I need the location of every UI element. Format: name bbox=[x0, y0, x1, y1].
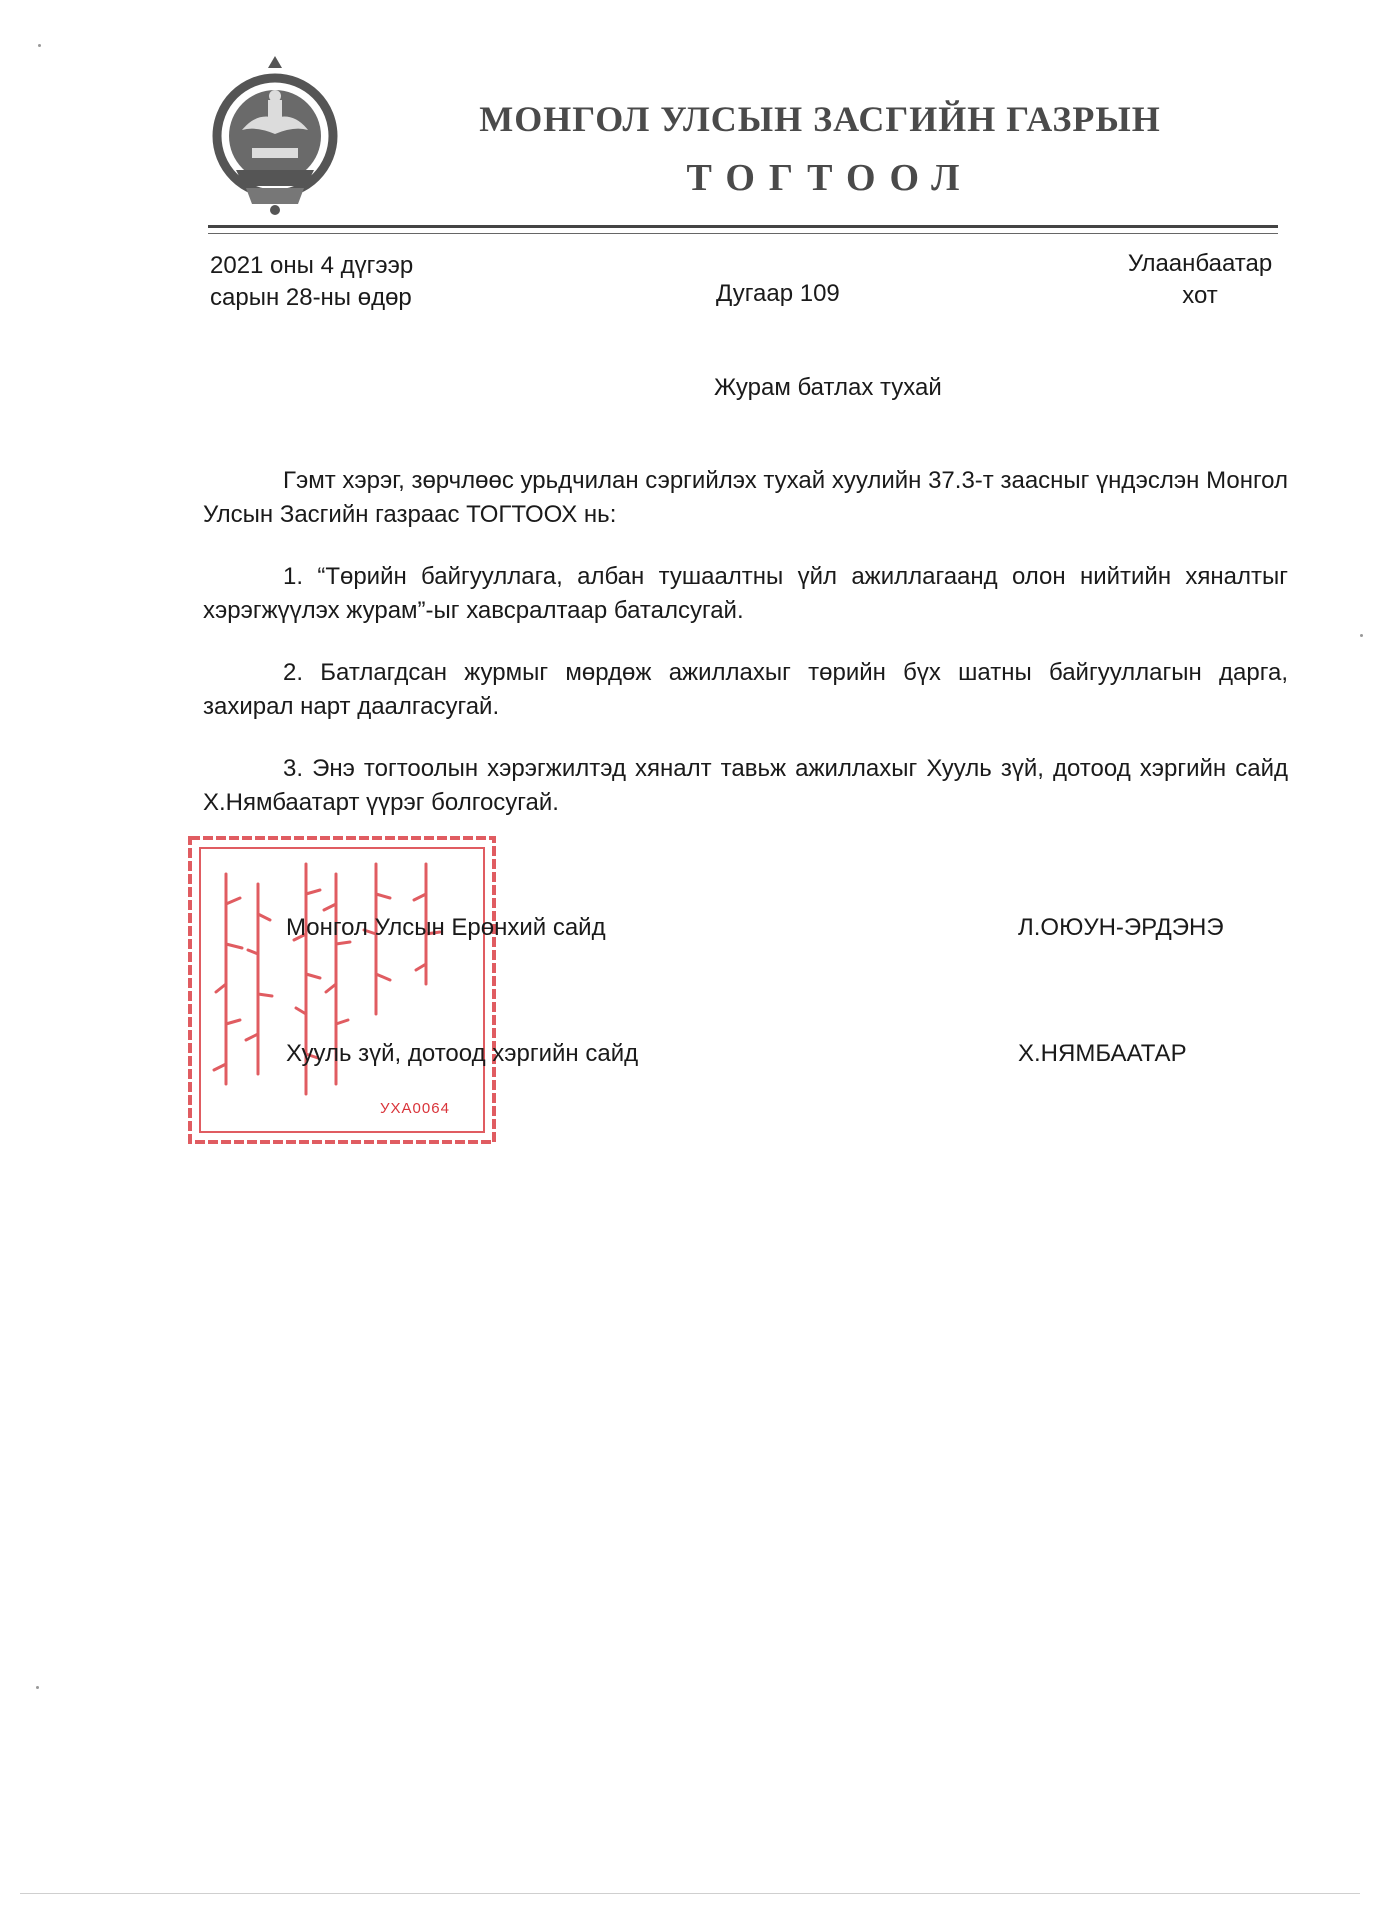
date-line-1: 2021 оны 4 дүгээр bbox=[210, 252, 414, 279]
scan-speck bbox=[38, 44, 41, 47]
signatory-position-1: Монгол Улсын Ерөнхий сайд bbox=[286, 914, 606, 941]
paragraph-item-3: 3. Энэ тогтоолын хэрэгжилтэд хяналт тавьж ажиллахыг Хууль зүй, дотоод хэргийн сайд Х.Нямбаатарт үүрэг болгосугай. bbox=[203, 755, 1288, 816]
signatory-name-2: Х.НЯМБААТАР bbox=[1018, 1040, 1187, 1067]
scan-edge bbox=[20, 1893, 1360, 1894]
document-date bbox=[210, 250, 413, 314]
paragraph-intro: Гэмт хэрэг, зөрчлөөс урьдчилан сэргийлэх тухай хуулийн 37.3-т заасныг үндэслэн Монгол Улсын Засгийн газраас ТОГТООХ нь: bbox=[203, 467, 1288, 528]
header-divider bbox=[208, 225, 1278, 228]
paragraph-item-2: 2. Батлагдсан журмыг мөрдөж ажиллахыг төрийн бүх шатны байгууллагын дарга, захирал нарт даалгасугай. bbox=[203, 659, 1288, 720]
signatory-position-2: Хууль зүй, дотоод хэргийн сайд bbox=[286, 1040, 639, 1067]
document-header-title: МОНГОЛ УЛСЫН ЗАСГИЙН ГАЗРЫН bbox=[479, 99, 1161, 139]
state-emblem-icon bbox=[212, 52, 338, 216]
document-city bbox=[1105, 248, 1295, 312]
stamp-code: УХА0064 bbox=[380, 1100, 450, 1117]
official-stamp bbox=[186, 834, 498, 1146]
city-line-1: Улаанбаатар bbox=[1127, 250, 1273, 277]
date-line-2: сарын 28-ны өдөр bbox=[210, 284, 412, 311]
city-line-2: хот bbox=[1182, 282, 1218, 309]
document-number: Дугаар 109 bbox=[716, 280, 840, 307]
header-divider-thin bbox=[208, 233, 1278, 234]
scan-speck bbox=[36, 1686, 39, 1689]
document-header-subtitle: ТОГТООЛ bbox=[686, 157, 974, 199]
signatory-name-1: Л.ОЮУН-ЭРДЭНЭ bbox=[1018, 914, 1224, 941]
scan-speck bbox=[1360, 634, 1363, 637]
document-subject: Журам батлах тухай bbox=[714, 374, 942, 401]
paragraph-item-1: 1. “Төрийн байгууллага, албан тушаалтны үйл ажиллагаанд олон нийтийн хяналтыг хэрэгжүүлэх журам”-ыг хавсралтаар баталсугай. bbox=[203, 563, 1288, 624]
